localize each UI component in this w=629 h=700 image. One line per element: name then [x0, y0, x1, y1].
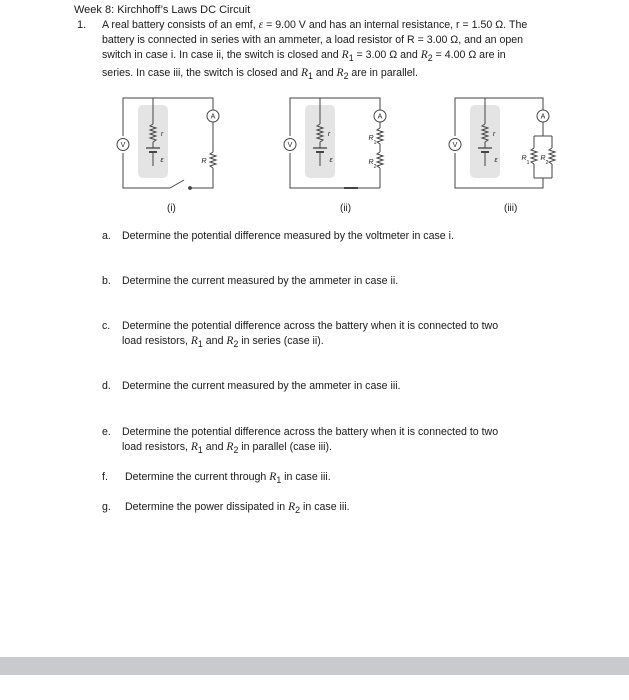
r2-symbol: R [226, 441, 234, 453]
question-f-text [125, 470, 555, 488]
r1-subscript: 1 [348, 53, 354, 64]
emf-label: ε [329, 157, 333, 164]
q-text: in series (case ii). [238, 335, 324, 347]
question-e-line-2 [122, 440, 552, 458]
question-f-label: f. [102, 471, 108, 483]
caption-case-iii: (iii) [504, 203, 518, 214]
resistor-r1 [531, 148, 537, 164]
r2-label: R [368, 159, 374, 166]
q-text: load resistors, [122, 441, 191, 453]
r-label: r [327, 131, 331, 138]
q-text: and [202, 441, 227, 453]
r1-label: R [368, 135, 374, 142]
intro-text: = 9.00 V and has an internal resistance, r = 1.50 Ω. The [263, 19, 528, 31]
ammeter-label: A [210, 113, 216, 121]
load-resistor [210, 152, 216, 168]
r1-label-sub: 1 [526, 160, 530, 166]
resistor-r2 [549, 148, 555, 164]
intro-text: A real battery consists of an emf, [102, 19, 259, 31]
question-c-line-2 [122, 334, 552, 352]
question-d-label: d. [102, 380, 111, 392]
voltmeter-label: V [120, 142, 126, 149]
intro-line-4 [102, 66, 572, 84]
r2-symbol: R [288, 501, 296, 513]
question-d-text: Determine the current measured by the ammeter in case iii. [122, 380, 401, 392]
question-e-label: e. [102, 426, 111, 438]
circuit-iii [449, 98, 555, 188]
emf-symbol: ε [258, 19, 264, 31]
voltmeter-label: V [452, 142, 458, 149]
ammeter-label: A [540, 113, 546, 121]
switch-contact [189, 187, 192, 190]
r2-subscript: 2 [233, 339, 239, 350]
question-c-line-1: Determine the potential difference across the battery when it is connected to two [122, 320, 499, 332]
question-e-text [122, 425, 552, 458]
intro-text: and [312, 67, 337, 80]
r2-label-sub: 2 [545, 160, 549, 166]
page-title: Week 8: Kirchhoff’s Laws DC Circuit [74, 4, 251, 16]
r1-symbol: R [190, 335, 198, 347]
load-resistor-label: R [201, 158, 207, 165]
resistor-r2 [377, 152, 383, 168]
q-text: load resistors, [122, 335, 191, 347]
question-c-text [122, 319, 552, 352]
r2-subscript: 2 [233, 445, 239, 456]
r1-symbol: R [301, 67, 309, 80]
r2-symbol: R [226, 335, 234, 347]
q-text: in case iii. [281, 471, 331, 483]
r1-symbol: R [190, 441, 198, 453]
emf-label: ε [160, 157, 164, 164]
caption-case-i: (i) [167, 203, 176, 214]
r1-subscript: 1 [197, 339, 203, 350]
r2-symbol: R [336, 67, 344, 80]
question-a-text: Determine the potential difference measured by the voltmeter in case i. [122, 230, 454, 242]
r1-label: R [521, 155, 527, 162]
r2-symbol: R [420, 49, 428, 61]
caption-case-ii: (ii) [340, 203, 352, 214]
r1-subscript: 1 [197, 445, 203, 456]
q-text: in case iii. [300, 501, 350, 513]
r1-subscript: 1 [308, 71, 313, 82]
r-label: r [492, 131, 496, 138]
question-g-label: g. [102, 501, 111, 513]
r2-subscript: 2 [295, 505, 301, 516]
wire [190, 168, 213, 188]
problem-statement [102, 18, 572, 84]
q-text: Determine the current through [125, 471, 270, 483]
voltmeter-label: V [287, 142, 293, 149]
circuit-ii [284, 98, 386, 188]
intro-text: = 3.00 Ω and [353, 49, 421, 61]
question-number: 1. [77, 19, 87, 31]
r2-label: R [540, 155, 546, 162]
intro-text: = 4.00 Ω are in [432, 49, 506, 61]
circuit-i [117, 98, 219, 189]
q-text: in parallel (case iii). [238, 441, 332, 453]
question-b-label: b. [102, 275, 111, 287]
r2-subscript: 2 [343, 71, 349, 82]
intro-line-3 [102, 48, 572, 66]
intro-line-2: battery is connected in series with an ammeter, a load resistor of R = 3.00 Ω, and an open [102, 34, 524, 46]
r1-symbol: R [269, 471, 277, 483]
intro-text: switch in case i. In case ii, the switch is closed and [102, 49, 342, 61]
ammeter-label: A [377, 113, 383, 121]
question-a-label: a. [102, 230, 111, 242]
q-text: Determine the power dissipated in [125, 501, 289, 513]
r-label: r [160, 131, 164, 138]
intro-line-1 [102, 18, 572, 33]
r1-label-sub: 1 [373, 140, 377, 146]
emf-label: ε [494, 157, 498, 164]
question-c-label: c. [102, 320, 111, 332]
circuit-diagrams [110, 96, 570, 196]
r2-label-sub: 2 [373, 164, 377, 170]
r2-subscript: 2 [427, 53, 433, 64]
question-g-text [125, 500, 555, 518]
r1-symbol: R [341, 49, 349, 61]
bottom-scroll-bar [0, 657, 629, 675]
resistor-r1 [377, 128, 383, 144]
q-text: and [202, 335, 227, 347]
r1-subscript: 1 [276, 475, 282, 486]
open-switch [170, 180, 184, 188]
intro-text: series. In case iii, the switch is closed and [102, 67, 302, 80]
question-e-line-1: Determine the potential difference across the battery when it is connected to two [122, 426, 499, 438]
question-b-text: Determine the current measured by the ammeter in case ii. [122, 275, 399, 287]
intro-text: are in parallel. [348, 67, 418, 80]
